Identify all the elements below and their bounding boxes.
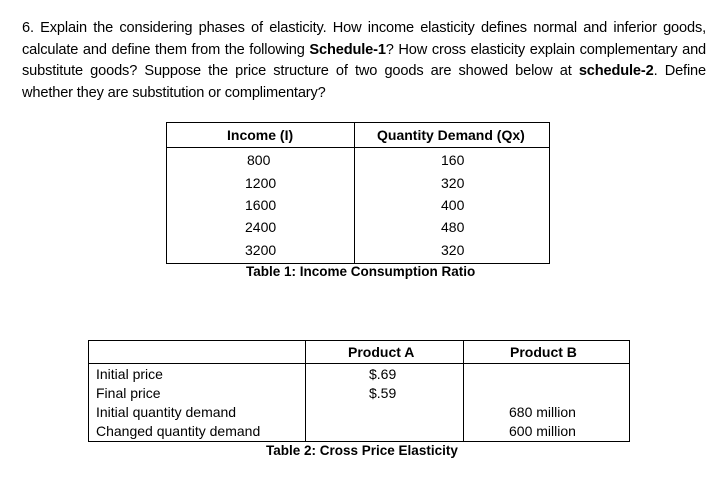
table-2-caption: Table 2: Cross Price Elasticity [266,443,458,458]
product-a-final-price: $.59 [369,385,397,401]
quantity-cell: 320 [441,242,465,258]
row-label-initial-price: Initial price [96,366,163,382]
cross-price-elasticity-table [88,340,630,442]
income-cell: 1200 [245,175,277,191]
schedule-2-label: schedule-2 [578,63,654,79]
question-text [22,18,706,104]
quantity-demand-header: Quantity Demand (Qx) [377,127,525,143]
table-divider [89,363,629,364]
question-number: 6. [22,20,34,36]
row-label-final-price: Final price [96,385,161,401]
question-part-2: ? How cross elasticity explain complementary and substitute goods? Suppose the price structure of two goods are showed below at [22,41,706,79]
row-label-changed-quantity: Changed quantity demand [96,423,261,439]
quantity-cell: 160 [441,152,465,168]
product-a-initial-price: $.69 [369,366,397,382]
question-part-1: Explain the considering phases of elasticity. How income elasticity defines normal and inferior goods, calculate and define them from the following [22,20,706,58]
table-divider [354,123,355,263]
quantity-cell: 320 [441,175,465,191]
product-b-changed-quantity: 600 million [509,423,576,439]
row-label-initial-quantity: Initial quantity demand [96,404,237,420]
table-divider [463,341,464,441]
table-divider [167,147,549,148]
quantity-cell: 400 [441,197,465,213]
product-b-initial-quantity: 680 million [509,404,576,420]
income-cell: 800 [247,152,271,168]
income-cell: 1600 [245,197,277,213]
income-consumption-table [166,122,550,264]
product-b-header: Product B [510,344,577,360]
table-1-caption: Table 1: Income Consumption Ratio [246,264,476,279]
quantity-cell: 480 [441,219,465,235]
income-header: Income (I) [227,127,294,143]
schedule-1-label: Schedule-1 [309,41,386,58]
product-a-header: Product A [348,344,415,360]
income-cell: 3200 [245,242,277,258]
table-divider [305,341,306,441]
question-part-3: . Define whether they are substitution or complimentary? [22,63,706,101]
income-cell: 2400 [245,219,277,235]
